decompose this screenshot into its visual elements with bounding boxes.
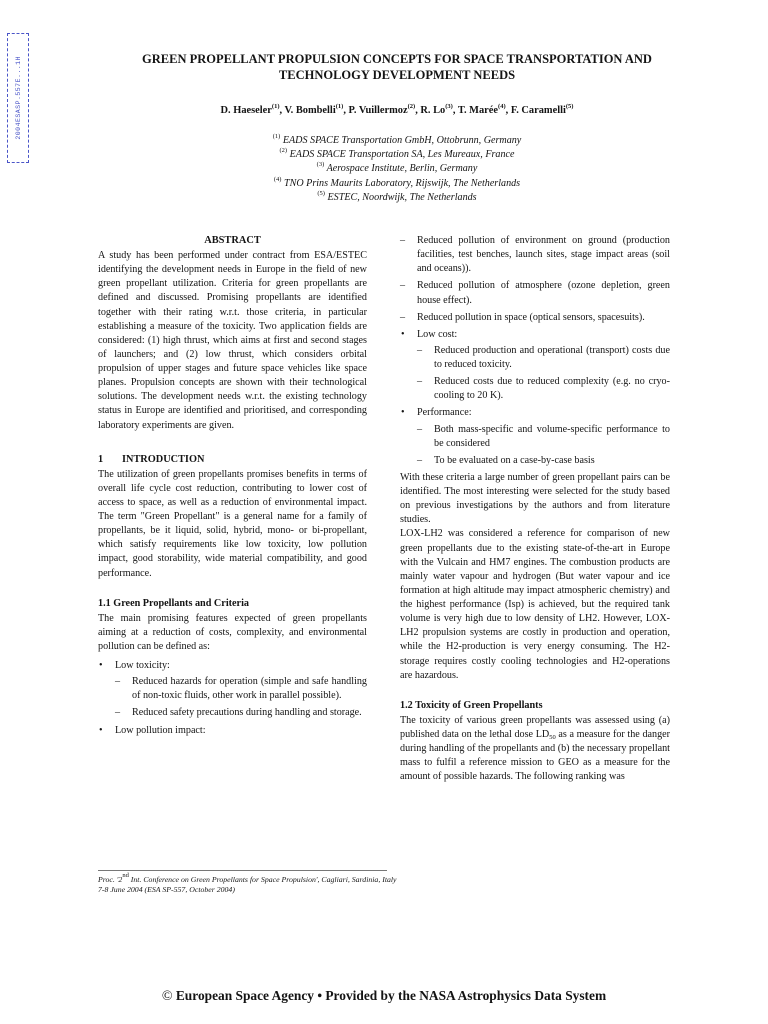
left-column [98, 234, 367, 741]
affiliation-text: ESTEC, Noordwijk, The Netherlands [327, 191, 477, 203]
ads-stamp: 2004ESASP.557E...1H [7, 33, 29, 163]
author-name: F. Caramelli [510, 105, 566, 116]
footnote-line-1: Proc. '2nd Int. Conference on Green Propellants for Space Propulsion', Cagliari, Sardinia, Italy [98, 872, 397, 884]
banner-text: European Space Agency • Provided by the NASA Astrophysics Data System [175, 988, 607, 1003]
affiliation-line [98, 191, 696, 205]
criteria-subitem: – To be evaluated on a case-by-case basis [417, 454, 670, 468]
affiliation-mark: (2) [279, 147, 288, 155]
abstract-text: A study has been performed under contract from ESA/ESTEC identifying the development needs in Europe in the field of new green propellant utilization. Criteria for green propellants are defined and discussed. Promising propellants are identified together with their rating w.r.t. those criteria, in particular establishing a measure of the toxicity. Two application fields are considered: (1) high thrust, which aims at first and second stages of launchers; and (2) low thrust, which considers orbital propulsion of upper stages and future space vehicles like space planes. Propulsion concepts are shown with their technological solutions. The development needs w.r.t. the existing technology status in Europe are identified and prioritised, and corresponding laboratory experiments are given. [98, 250, 367, 431]
affiliation-mark: (1) [272, 133, 281, 140]
criteria-item-toxicity [98, 659, 367, 721]
section-1-2-heading: 1.2 Toxicity of Green Propellants [400, 699, 543, 711]
criteria-label: Low toxicity: [115, 660, 170, 671]
criteria-label: Low cost: [417, 328, 458, 340]
criteria-item-pollution [98, 724, 367, 738]
affiliation-text: Aerospace Institute, Berlin, Germany [326, 163, 478, 175]
criteria-item-performance [400, 406, 670, 468]
intro-text: The utilization of green propellants promises benefits in terms of overall life cycle cost reduction, contributing to lower cost of access to space, as well as a reduction of environmental impact. The term "Green Propellant" is a general name for a family of propellants, be it liquid, solid, hybrid, mono- or bi-propellant, which satisfy requirements like low toxicity, low pollution impact, good storability, wide material compatibility, and good performance. [98, 468, 367, 579]
affiliation-text: EADS SPACE Transportation GmbH, Ottobrunn, Germany [282, 135, 522, 146]
affiliation-mark: (3) [316, 161, 325, 169]
footnote-rule [98, 870, 387, 871]
esa-ads-banner [0, 987, 768, 1006]
affiliation-line [98, 148, 696, 162]
criteria-subitem: – Reduced pollution of atmosphere (ozone depletion, green house effect). [400, 279, 670, 307]
author-affiliation-mark: (1) [271, 103, 280, 110]
affiliation-line [98, 177, 696, 191]
section-1-1-heading: 1.1 Green Propellants and Criteria [98, 597, 250, 609]
author-list: D. Haeseler$^{(1)}$, V. Bombelli$^{(1)}$, P. Vuillermoz$^{(2)}$, R. Lo$^{(3)}$, T. Marée$^{(4)}$, F. Caramelli$^{(5)}$ [220, 103, 574, 116]
criteria-list-left [98, 659, 367, 738]
right-column [400, 234, 670, 784]
author-affiliation-mark: (1) [335, 103, 344, 110]
author-affiliation-mark: (3) [445, 103, 453, 110]
author-affiliation-mark: (2) [407, 103, 416, 110]
criteria-subitem: – Reduced hazards for operation (simple and safe handling of non-toxic fluids, other work in parallel possible). [115, 675, 367, 703]
criteria-label: Performance: [417, 407, 472, 419]
footnote [98, 872, 598, 895]
criteria-subitem: – Reduced safety precautions during handling and storage. [115, 706, 367, 720]
right-paragraph-1: With these criteria a large number of green propellant pairs can be identified. The most interesting were selected for the study based on previous investigations by the authors and from literature studies. [400, 471, 670, 526]
criteria-item-cost [400, 328, 670, 404]
intro-number: 1 [98, 453, 104, 465]
affiliation-mark: (5) [317, 189, 325, 197]
author-name: T. Marée [457, 105, 499, 116]
pollution-sublist [400, 234, 670, 325]
criteria-subitem: – Both mass-specific and volume-specific performance to be considered [417, 423, 670, 451]
criteria-list-right [400, 328, 670, 468]
affiliation-text: TNO Prins Maurits Laboratory, Rijswijk, The Netherlands [284, 177, 521, 189]
intro-title: INTRODUCTION [122, 453, 205, 465]
section-1-2-text: The toxicity of various green propellants was assessed using (a) published data on the lethal dose $LD_{50}$ as a measure for the danger during handling of the propellants and (b) the necessary propellant mass to fulfil a reference mission to GEO as a measure for the amount of possible hazards. The following ranking was [400, 714, 670, 783]
criteria-subitem: – Reduced production and operational (transport) costs due to reduced toxicity. [417, 344, 670, 372]
intro-heading [98, 453, 367, 467]
criteria-subitem: – Reduced pollution in space (optical sensors, spacesuits). [400, 311, 670, 325]
author-affiliation-mark: (5) [565, 103, 574, 110]
criteria-subitem: – Reduced pollution of environment on ground (production facilities, test benches, launch sites, stage impact areas (soil and oceans)). [400, 234, 670, 276]
author-name: V. Bombelli [284, 105, 336, 116]
author-affiliation-mark: (4) [498, 103, 506, 110]
criteria-subitem: – Reduced costs due to reduced complexity (e.g. no cryo-cooling to 20 K). [417, 375, 670, 403]
right-paragraph-2: LOX-LH2 was considered a reference for comparison of new green propellants due to the existing state-of-the-art in Europe with the Vulcain and HM7 engines. The combustion products are mainly water vapour and hydrogen (But water vapour and ice formation at high altitude may impact atmospheric chemistry) and the highest performance (Isp) is achieved, but the required tank volume is very high due to low density of LH2. However, LOX-LH2 propulsion systems are costly in production and operation, while the H2-production is very energy consuming. The H2-storage requires costly cooling technologies and H2-operations are hazardous. [400, 528, 670, 681]
footnote-line-2: 7-8 June 2004 (ESA SP-557, October 2004) [98, 885, 235, 894]
affiliation-text: EADS SPACE Transportation SA, Les Mureaux, France [289, 149, 515, 161]
author-name: D. Haeseler [220, 105, 272, 116]
copyright-symbol: © [161, 989, 173, 1004]
author-name: P. Vuillermoz [348, 105, 408, 116]
abstract-heading: ABSTRACT [204, 235, 261, 246]
criteria-label: Low pollution impact: [115, 724, 206, 736]
affiliation-line [98, 162, 696, 176]
ld50-subscript: 50 [549, 733, 556, 741]
affiliation-line [98, 134, 696, 148]
affiliation-mark: (4) [273, 175, 282, 183]
paper-title: GREEN PROPELLANT PROPULSION CONCEPTS FOR SPACE TRANSPORTATION AND TECHNOLOGY DEVELOPMENT NEEDS [142, 52, 652, 82]
affiliation-list [98, 134, 696, 205]
section-1-1-text: The main promising features expected of green propellants aiming at a reduction of costs, complexity, and environmental pollution can be defined as: [98, 612, 367, 652]
author-name: R. Lo [420, 105, 446, 116]
